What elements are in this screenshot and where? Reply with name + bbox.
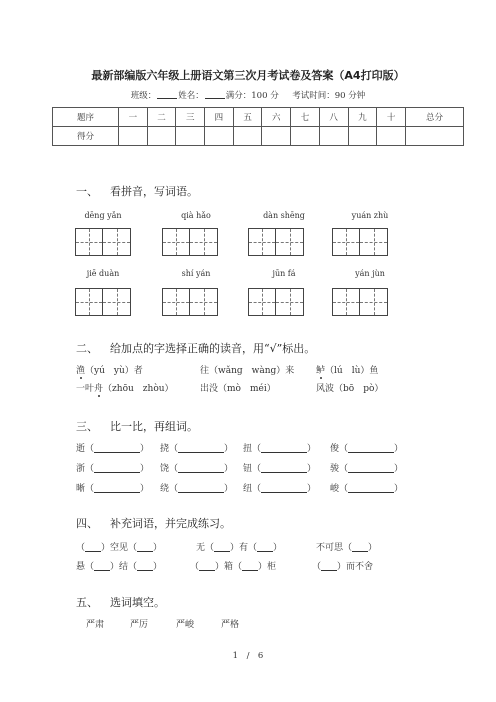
word-item[interactable]: 挠（ ） xyxy=(160,444,234,454)
writing-grid[interactable] xyxy=(248,288,304,316)
score-table xyxy=(52,107,464,146)
item-char: 峻 xyxy=(330,484,340,494)
idiom-item[interactable] xyxy=(312,559,373,572)
section4-num: 四、 xyxy=(76,517,98,530)
word-choice: 严峻 xyxy=(176,620,195,630)
pinyin-label: dàn shēng xyxy=(263,211,305,220)
section1-heading xyxy=(76,183,198,199)
score-cell[interactable] xyxy=(176,127,205,146)
word-item[interactable]: 饶（ ） xyxy=(160,464,234,474)
idiom-text: ） xyxy=(368,543,378,553)
item-options: （wǎng wàng） xyxy=(209,366,286,376)
item-char: 俊 xyxy=(330,444,340,454)
section4-title: 补充词语，并完成练习。 xyxy=(110,517,231,530)
word-item[interactable]: 逝（ ） xyxy=(76,444,150,454)
idiom-item[interactable] xyxy=(76,559,162,572)
answer-blank[interactable] xyxy=(137,561,153,571)
score-cell[interactable] xyxy=(319,127,348,146)
reading-item[interactable] xyxy=(316,381,383,394)
item-char: 浙 xyxy=(76,464,86,474)
idiom-text: 无（ xyxy=(196,543,215,553)
item-char: 饶 xyxy=(160,464,170,474)
section4-heading xyxy=(76,515,231,531)
item-char: 一叶 xyxy=(76,384,95,394)
idiom-text: ）有（ xyxy=(230,543,258,553)
score-cell[interactable] xyxy=(233,127,262,146)
score-table-header-row xyxy=(53,108,464,127)
answer-blank[interactable] xyxy=(321,561,337,571)
section3-num: 三、 xyxy=(76,420,98,433)
answer-blank[interactable] xyxy=(261,443,307,453)
item-char: 渔 xyxy=(76,366,86,376)
answer-blank[interactable] xyxy=(352,542,368,552)
idiom-text: 悬（ xyxy=(76,562,95,572)
word-item[interactable]: 峻（ ） xyxy=(330,484,404,494)
writing-grid[interactable] xyxy=(75,288,131,316)
idiom-item[interactable] xyxy=(76,540,162,553)
writing-grid[interactable] xyxy=(75,228,131,256)
reading-item[interactable] xyxy=(200,363,294,376)
pinyin-label: qià hǎo xyxy=(181,211,211,220)
writing-grid[interactable] xyxy=(162,228,218,256)
section2-title: 给加点的字选择正确的读音，用“√”标出。 xyxy=(110,342,316,355)
header-cell: 题序 xyxy=(53,108,119,127)
answer-blank[interactable] xyxy=(94,561,110,571)
item-char: 逝 xyxy=(76,444,86,454)
item-char: 舟 xyxy=(94,384,104,394)
writing-grid[interactable] xyxy=(248,228,304,256)
answer-blank[interactable] xyxy=(261,483,307,493)
item-options: （lú lù） xyxy=(325,366,370,376)
header-cell: 一 xyxy=(119,108,148,127)
word-item[interactable]: 俊（ ） xyxy=(330,444,404,454)
section5-num: 五、 xyxy=(76,596,98,609)
answer-blank[interactable] xyxy=(94,483,140,493)
reading-item[interactable] xyxy=(76,381,174,394)
idiom-text: （ xyxy=(312,562,322,572)
class-blank[interactable] xyxy=(157,89,177,99)
item-char: 鱼 xyxy=(369,366,379,376)
pinyin-label: shí yán xyxy=(181,269,211,278)
item-char: 出没 xyxy=(200,384,219,394)
answer-blank[interactable] xyxy=(178,463,224,473)
idiom-text: 不可思（ xyxy=(316,543,353,553)
item-char: 挠 xyxy=(160,444,170,454)
pinyin-label: jūn fá xyxy=(272,269,296,278)
idiom-text: ）箱（ xyxy=(215,562,243,572)
item-char: 来 xyxy=(285,366,295,376)
idiom-text: ）空见（ xyxy=(101,543,138,553)
word-choice: 严格 xyxy=(221,620,240,630)
item-char: 扭 xyxy=(243,444,253,454)
idiom-text: ）结（ xyxy=(110,562,138,572)
idiom-text: ）而不舍 xyxy=(337,562,374,572)
word-choice: 严肃 xyxy=(86,620,105,630)
word-item[interactable]: 绕（ ） xyxy=(160,484,234,494)
idiom-item[interactable] xyxy=(316,540,377,553)
reading-item[interactable] xyxy=(76,363,143,376)
score-cell[interactable] xyxy=(291,127,320,146)
answer-blank[interactable] xyxy=(85,542,101,552)
score-label: 满分：100 分 xyxy=(225,91,279,101)
answer-blank[interactable] xyxy=(178,483,224,493)
reading-item[interactable] xyxy=(316,363,378,376)
section1-title: 看拼音，写词语。 xyxy=(110,185,198,198)
idiom-item[interactable] xyxy=(196,540,282,553)
item-options: （bō pò） xyxy=(334,384,384,394)
section2-num: 二、 xyxy=(76,342,98,355)
pinyin-label: yán jùn xyxy=(355,269,385,278)
word-item[interactable]: 扭（ ） xyxy=(243,444,317,454)
idiom-text: （ xyxy=(76,543,86,553)
score-cell[interactable] xyxy=(119,127,148,146)
idiom-item[interactable] xyxy=(190,559,276,572)
answer-blank[interactable] xyxy=(242,561,258,571)
writing-grid[interactable] xyxy=(162,288,218,316)
pinyin-label: jiē duàn xyxy=(86,269,120,278)
score-cell[interactable] xyxy=(147,127,176,146)
header-cell: 四 xyxy=(205,108,234,127)
writing-grid[interactable] xyxy=(332,228,388,256)
header-cell: 总分 xyxy=(406,108,464,127)
answer-blank[interactable] xyxy=(348,443,394,453)
score-cell[interactable] xyxy=(205,127,234,146)
item-options: （mò méi） xyxy=(218,384,276,394)
word-item[interactable]: 纽（ ） xyxy=(243,484,317,494)
word-item[interactable]: 钮（ ） xyxy=(243,464,317,474)
item-char: 纽 xyxy=(243,484,253,494)
idiom-text: （ xyxy=(190,562,200,572)
page-title: 最新部编版六年级上册语文第三次月考试卷及答案（A4打印版） xyxy=(91,69,405,82)
word-item[interactable]: 浙（ ） xyxy=(76,464,150,474)
item-char: 骏 xyxy=(330,464,340,474)
reading-item[interactable] xyxy=(200,381,276,394)
item-char: 往 xyxy=(200,366,210,376)
header-cell: 六 xyxy=(262,108,291,127)
section5-heading xyxy=(76,594,165,610)
idiom-text: ） xyxy=(273,543,283,553)
answer-blank[interactable] xyxy=(214,542,230,552)
writing-grid[interactable] xyxy=(332,288,388,316)
idiom-text: ） xyxy=(153,543,163,553)
item-char: 鲈 xyxy=(316,366,326,376)
answer-blank[interactable] xyxy=(348,463,394,473)
name-label: 姓名： xyxy=(178,91,204,101)
score-cell[interactable] xyxy=(406,127,464,146)
answer-blank[interactable] xyxy=(94,463,140,473)
answer-blank[interactable] xyxy=(178,443,224,453)
answer-blank[interactable] xyxy=(261,463,307,473)
score-cell[interactable] xyxy=(262,127,291,146)
page-number: 1 / 6 xyxy=(232,651,264,661)
item-char: 者 xyxy=(133,366,143,376)
item-char: 风波 xyxy=(316,384,335,394)
pinyin-label: yuán zhù xyxy=(351,211,389,220)
section3-heading xyxy=(76,418,198,434)
header-cell: 二 xyxy=(147,108,176,127)
time-label: 考试时间：90 分钟 xyxy=(292,91,366,101)
word-choice: 严厉 xyxy=(130,620,149,630)
score-table-score-row xyxy=(53,127,464,146)
header-cell: 八 xyxy=(319,108,348,127)
header-cell: 九 xyxy=(348,108,377,127)
section3-title: 比一比，再组词。 xyxy=(110,420,198,433)
answer-blank[interactable] xyxy=(257,542,273,552)
word-item[interactable]: 晰（ ） xyxy=(76,484,150,494)
class-label: 班级： xyxy=(130,91,157,101)
idiom-text: ） xyxy=(153,562,163,572)
row-label: 得分 xyxy=(53,127,119,146)
answer-blank[interactable] xyxy=(199,561,215,571)
answer-blank[interactable] xyxy=(94,443,140,453)
score-cell[interactable] xyxy=(377,127,406,146)
name-blank[interactable] xyxy=(205,89,225,99)
section2-heading xyxy=(76,340,315,356)
word-item[interactable]: 骏（ ） xyxy=(330,464,404,474)
section1-num: 一、 xyxy=(76,185,98,198)
answer-blank[interactable] xyxy=(348,483,394,493)
header-cell: 七 xyxy=(291,108,320,127)
section5-title: 选词填空。 xyxy=(110,596,165,609)
pinyin-label: dēng yǎn xyxy=(84,211,122,220)
header-cell: 三 xyxy=(176,108,205,127)
score-cell[interactable] xyxy=(348,127,377,146)
exam-info xyxy=(0,89,496,101)
item-char: 晰 xyxy=(76,484,86,494)
idiom-text: ）柜 xyxy=(258,562,277,572)
item-char: 钮 xyxy=(243,464,253,474)
header-cell: 五 xyxy=(233,108,262,127)
item-options: （zhōu zhòu） xyxy=(103,384,174,394)
header-cell: 十 xyxy=(377,108,406,127)
item-options: （yú yù） xyxy=(85,366,134,376)
answer-blank[interactable] xyxy=(137,542,153,552)
item-char: 绕 xyxy=(160,484,170,494)
